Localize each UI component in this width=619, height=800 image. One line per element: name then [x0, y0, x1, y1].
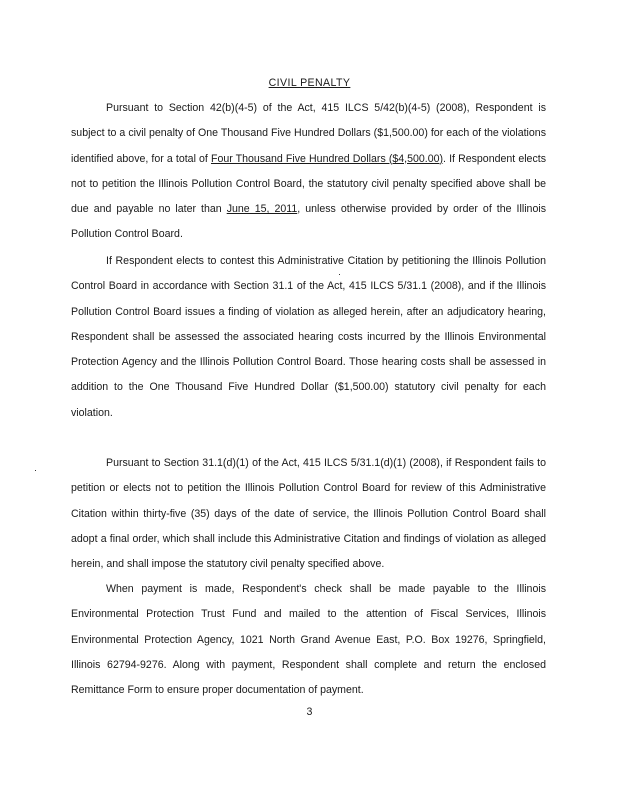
scan-speck — [339, 274, 340, 275]
civil-penalty-paragraph — [71, 96, 546, 248]
scan-speck — [35, 470, 36, 471]
paragraph-text: . If Respondent elects not to petition the Illinois Pollution Control Board, the statutory civil penalty specified above shall be due and payable no later than — [71, 152, 546, 216]
hearing-costs-paragraph: If Respondent elects to contest this Administrative Citation by petitioning the Illinois Pollution Control Board in accordance with Section 31.1 of the Act, 415 ILCS 5/31.1 (2008), and if the Illinois Pollution Control Board issues a finding of violation as alleged herein, after an adjudicatory hearing, Respondent shall be assessed the associated hearing costs incurred by the Illinois Environmental Protection Agency and the Illinois Pollution Control Board. Those hearing costs shall be assessed in addition to the One Thousand Five Hundred Dollar ($1,500.00) statutory civil penalty for each violation. — [71, 255, 546, 419]
section-title: CIVIL PENALTY — [268, 77, 351, 89]
payment-instructions-paragraph: When payment is made, Respondent's check shall be made payable to the Illinois Environmental Protection Trust Fund and mailed to the attention of Fiscal Services, Illinois Environmental Protection Agency, 1021 North Grand Avenue East, P.O. Box 19276, Springfield, Illinois 62794-9276. Along with payment, Respondent shall complete and return the enclosed Remittance Form to ensure proper documentation of payment. — [71, 583, 546, 697]
paragraph-text: Pursuant to Section 42(b)(4-5) of the Act, 415 ILCS 5/42(b)(4-5) (2008), Respondent is subject to a civil penalty of One Thousand Five Hundred Dollars ($1,500.00) for each of the violations identified above, for a total of — [71, 102, 546, 165]
paragraph-text: , unless otherwise provided by order of the Illinois Pollution Control Board. — [71, 203, 546, 241]
total-penalty-amount: Four Thousand Five Hundred Dollars ($4,500.00) — [210, 152, 444, 165]
due-date: June 15, 2011 — [226, 203, 298, 216]
page-number: 3 — [306, 706, 313, 718]
final-order-paragraph: Pursuant to Section 31.1(d)(1) of the Act, 415 ILCS 5/31.1(d)(1) (2008), if Respondent fails to petition or elects not to petition the Illinois Pollution Control Board for review of this Administrative Citation within thirty-five (35) days of the date of service, the Illinois Pollution Control Board shall adopt a final order, which shall include this Administrative Citation and findings of violation as alleged herein, and shall impose the statutory civil penalty specified above. — [71, 457, 546, 571]
